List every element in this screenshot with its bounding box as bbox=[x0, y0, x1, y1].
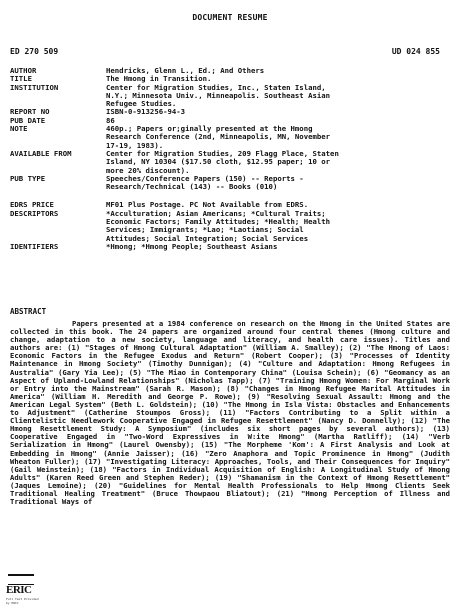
field-available-from bbox=[10, 150, 450, 175]
metadata-fields bbox=[10, 67, 450, 251]
field-institution bbox=[10, 84, 450, 109]
abstract-body: Papers presented at a 1984 conference on research on the Hmong in the United States are collected in this book. The 24 papers are organized around four central themes (Hmong culture and change, adaptation to a new society, language and literacy, and health care issues). Titles and authors are: (1) "Stages of Hmong Cultural Adaptation" (William A. Smalley); (2) "The Hmong of Laos: Economic Factors in the Refugee Exodus and Return" (Robert Cooper); (3) "Processes of Identity Maintenance in Hmong Society" (Timothy Dunnigan); (4) "Culture and Adaptation: Hmong Refugees in Australia" (Gary Yia Lee); (5) "The Miao in Contemporary China" (Louisa Schein); (6) "Geomancy as an Aspect of Upland-Lowland Relationships" (Nicholas Tapp); (7) "Training Hmong Women: For Marginal Work or Entry into the Mainstream" (Sarah R. Mason); (8) "Changes in Hmong Refugee Marital Attitudes in America" (William H. Meredith and George P. Rowe); (9) "Resolving Sexual Assault: Hmong and the American Legal System" (Beth L. Goldstein); (10) "The Hmong in Isla Vista: Obstacles and Enhancements to Adjustment" (Catherine Stoumpos Gross); (11) "Factors Contributing to a Split within a Clientelistic Needlework Cooperative Engaged in Refugee Resettlement" (Nancy D. Donnelly); (12) "The Hmong Resettlement Study: A Symposium" (includes six short pages by several authors); (13) Cooperative Engaged in "Two-Word Expressives in W:ite Hmong" (Martha Ratliff); (14) "Verb Serialization in Hmong" (Laurel Owensby); (15) "The Morpheme 'Kom': A First Analysis and Look at Embedding in Hmong" (Annie Jaisser); (16) "Zero Anaphora and Topic Prominence in Hmong" (Judith Wheaton Fuller); (17) "Investigating Literacy: Approaches, Tools, and Their Consequences for Inquiry" (Gail Weinstein); (18) "Factors in Individual Acquisition of English: A Longitudinal Study of Hmong Adults" (Karen Reed Green and Stephen Reder); (19) "Shamanism in the Context of Hmong Resettlement" (Jaques Lemoine); (20) "Guidelines for Mental Health Professionals to Help Hmong Clients Seek Traditional Healing Treatment" (Bruce Thowpaou Bliatout); (21) "Hmong Perception of Illness and Traditional Ways of bbox=[10, 319, 450, 507]
field-identifiers bbox=[10, 243, 450, 251]
field-value: Speeches/Conference Papers (150) -- Reports - Research/Technical (143) -- Books (010) bbox=[106, 173, 304, 192]
field-author bbox=[10, 67, 450, 75]
field-label: AVAILABLE FROM bbox=[10, 148, 72, 158]
field-label: DESCRIPTORS bbox=[10, 208, 59, 218]
field-label: TITLE bbox=[10, 74, 32, 84]
field-label: EDRS PRICE bbox=[10, 200, 54, 210]
field-value: ISBN-0-913256-94-3 bbox=[106, 107, 186, 117]
field-label: INSTITUTION bbox=[10, 82, 59, 92]
field-label: REPORT NO bbox=[10, 107, 50, 117]
ed-number: ED 270 509 bbox=[10, 47, 59, 56]
field-label: NOTE bbox=[10, 124, 28, 134]
field-label: PUB DATE bbox=[10, 115, 46, 125]
field-value: Center for Migration Studies, 209 Flagg Place, Staten Island, NY 10304 ($17.50 cloth, $12.95 paper; 10 or more 20% discount). bbox=[106, 148, 339, 175]
field-label: AUTHOR bbox=[10, 66, 37, 75]
field-value: *Hmong; *Hmong People; Southeast Asians bbox=[106, 241, 278, 251]
field-note bbox=[10, 125, 450, 150]
field-value: *Acculturation; Asian Americans; *Cultural Traits; Economic Factors; Family Attitudes; *Health; Health Services; Immigrants; *Lao; *Laotians; Social Attitudes; Social Integration; Social Services bbox=[106, 208, 331, 243]
ud-number: UD 024 855 bbox=[391, 47, 440, 56]
abstract-heading: ABSTRACT bbox=[10, 307, 47, 316]
field-value: 460p.; Papers or;ginally presented at the Hmong Research Conference (2nd, Minneapolis, MN, November 17-19, 1983). bbox=[106, 124, 331, 150]
field-descriptors bbox=[10, 210, 450, 243]
field-value: Hendricks, Glenn L., Ed.; And Others bbox=[106, 66, 265, 75]
field-report-no bbox=[10, 108, 450, 116]
field-value: The Hmong in Transition. bbox=[106, 74, 212, 84]
field-label: IDENTIFIERS bbox=[10, 241, 59, 251]
field-value: Center for Migration Studies, Inc., Staten Island, N.Y.; Minnesota Univ., Minneapolis. Southeast Asian Refugee Studies. bbox=[106, 82, 331, 109]
field-value: MF01 Plus Postage. PC Not Available from EDRS. bbox=[106, 200, 309, 210]
field-pub-type bbox=[10, 175, 450, 192]
eric-logo-name: ERIC bbox=[6, 584, 32, 596]
field-value: 86 bbox=[106, 115, 115, 125]
eric-logo-subtitle: Full Text Provided by ERIC bbox=[6, 597, 39, 605]
eric-logo bbox=[6, 572, 39, 605]
field-label: PUB TYPE bbox=[10, 173, 46, 183]
document-title: DOCUMENT RESUME bbox=[192, 13, 268, 22]
